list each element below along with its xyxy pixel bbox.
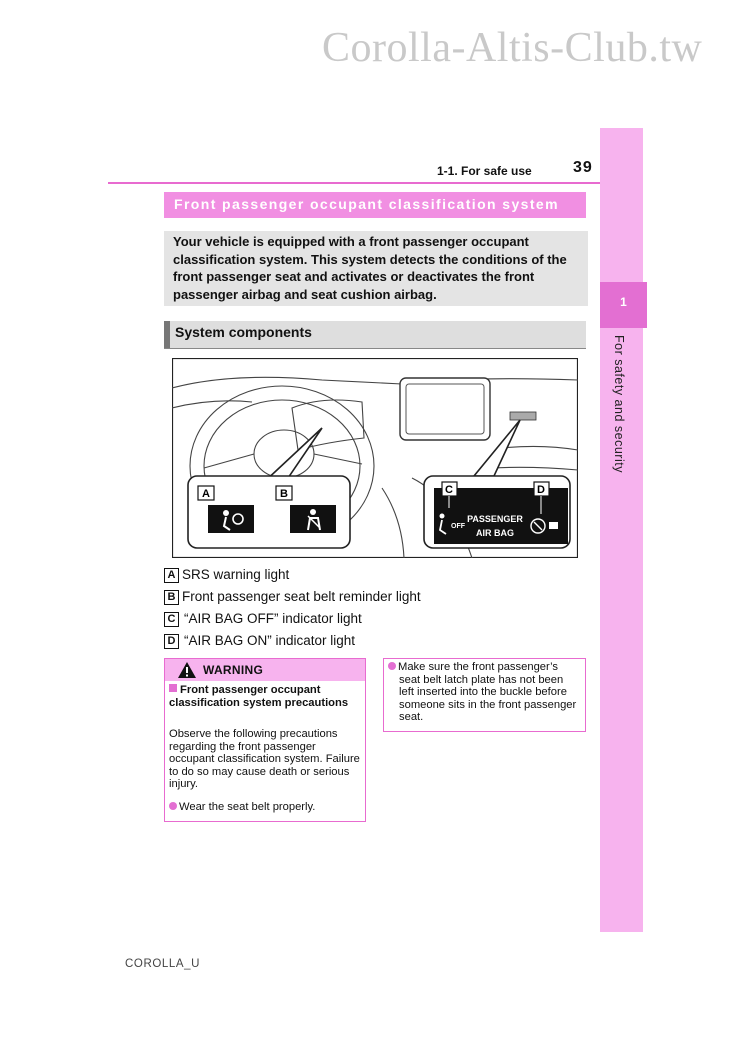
chapter-label: For safety and security [612,335,626,473]
seat-belt-reminder-icon [290,505,336,533]
footer: COROLLA_U [125,958,201,970]
warning-subtitle-text: Front passenger occupant classification system precautions [169,684,349,709]
note-box [383,658,586,732]
warning-bullet [169,801,315,813]
note-rest: seat belt latch plate has not been left inserted into the buckle before someone sits in the front passenger seat. [399,673,577,724]
callout-c: C [445,484,453,496]
panel-text-passenger: PASSENGER [467,514,523,524]
watermark: Corolla-Altis-Club.tw [322,25,703,71]
warning-body: Observe the following precautions regarding the front passenger occupant classification system. Failure to do so may cause death or serious injury. [169,728,360,791]
warning-box [164,658,366,822]
header-rule [108,182,600,184]
system-components-illustration [172,358,578,558]
legend-text: SRS warning light [182,567,290,582]
legend-key: C [164,612,179,627]
header-section: 1-1. For safe use [437,164,532,178]
warning-subtitle [169,684,361,709]
subheading-rule [164,348,586,349]
panel-text-airbag: AIR BAG [476,528,514,538]
warning-title: WARNING [203,663,264,677]
bullet-dot-icon [169,802,177,810]
note-line [388,661,581,674]
legend-key: A [164,568,179,583]
legend-key: D [164,634,179,649]
warning-bullet-text: Wear the seat belt properly. [179,801,316,813]
page-title: Front passenger occupant classification system [164,192,586,218]
callout-d: D [537,484,545,496]
warning-triangle-icon [177,661,197,679]
subheading: System components [164,321,586,348]
legend-text: “AIR BAG OFF” indicator light [184,611,362,626]
page-number: 39 [573,159,593,176]
airbag-off-text: OFF [451,523,465,530]
note-line1: Make sure the front passenger’s [398,661,559,673]
legend-text: Front passenger seat belt reminder light [182,589,421,604]
legend-key: B [164,590,179,605]
legend-text: “AIR BAG ON” indicator light [184,633,356,648]
callout-a: A [202,488,210,500]
side-tab [600,128,643,932]
chapter-number: 1 [600,282,647,328]
bullet-dot-icon [388,662,396,670]
warning-header [165,659,365,681]
square-bullet-icon [169,684,177,692]
srs-airbag-warning-icon [208,505,254,533]
callout-b: B [280,488,288,500]
intro-box: Your vehicle is equipped with a front passenger occupant classification system. This system detects the conditions of the front passenger seat and activates or deactivates the front passenger airbag and seat cushion airbag. [164,231,588,306]
